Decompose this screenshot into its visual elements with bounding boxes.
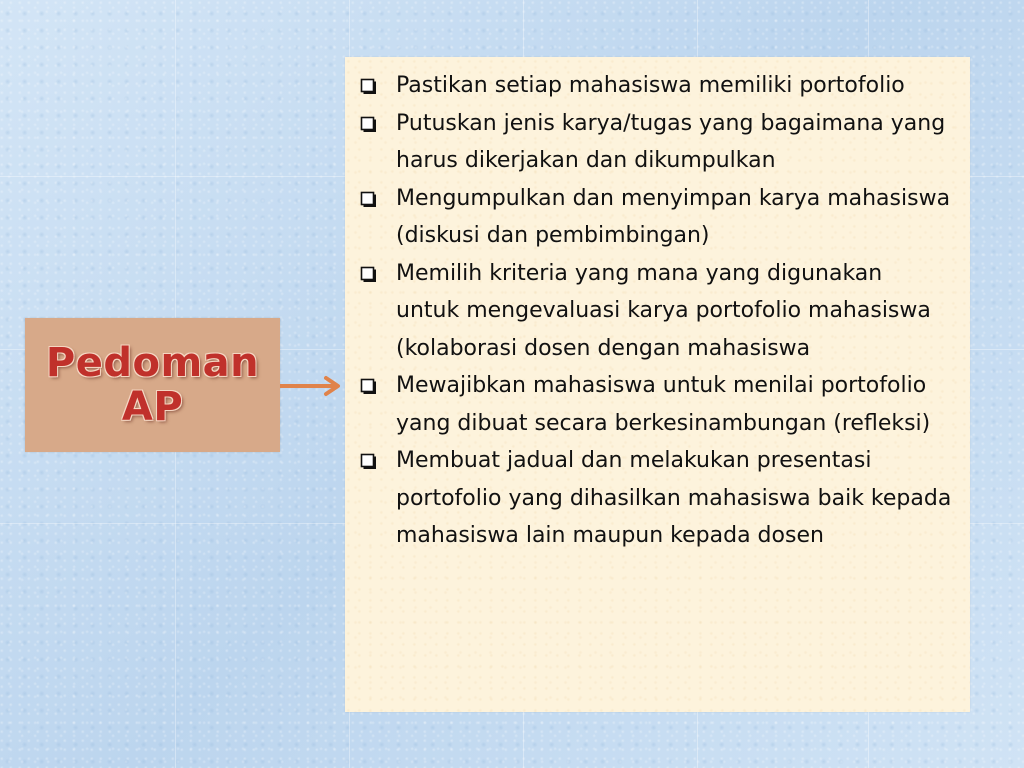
title-box [25, 318, 280, 452]
checkbox-square-icon [360, 266, 377, 283]
list-item [355, 67, 952, 105]
checkbox-square-icon [360, 378, 377, 395]
list-item [355, 105, 952, 180]
list-item-text: Mengumpulkan dan menyimpan karya mahasiswa (diskusi dan pembimbingan) [396, 185, 951, 248]
title-line-1: Pedoman [45, 340, 260, 386]
checkbox-square-icon [360, 78, 377, 95]
list-item-text: Memilih kriteria yang mana yang digunakan untuk mengevaluasi karya portofolio mahasiswa (kolaborasi dosen dengan mahasiswa [396, 260, 931, 361]
list-item-text: Membuat jadual dan melakukan presentasi portofolio yang dihasilkan mahasiswa baik kepada mahasiswa lain maupun kepada dosen [396, 448, 952, 548]
list-item [355, 180, 952, 255]
list-item-text: Mewajibkan mahasiswa untuk menilai portofolio yang dibuat secara berkesinambungan (refleksi) [396, 373, 931, 436]
list-item [355, 255, 952, 368]
list-item [355, 442, 952, 555]
arrow-right-icon [280, 374, 344, 398]
checkbox-square-icon [360, 116, 377, 133]
checkbox-square-icon [360, 191, 377, 208]
list-item-text: Putuskan jenis karya/tugas yang bagaimana yang harus dikerjakan dan dikumpulkan [396, 110, 946, 173]
bullet-list [345, 57, 970, 555]
title-line-2: AP [121, 384, 184, 430]
list-item-text: Pastikan setiap mahasiswa memiliki portofolio [396, 73, 905, 98]
list-item [355, 367, 952, 442]
content-box [345, 57, 970, 712]
checkbox-square-icon [360, 453, 377, 470]
